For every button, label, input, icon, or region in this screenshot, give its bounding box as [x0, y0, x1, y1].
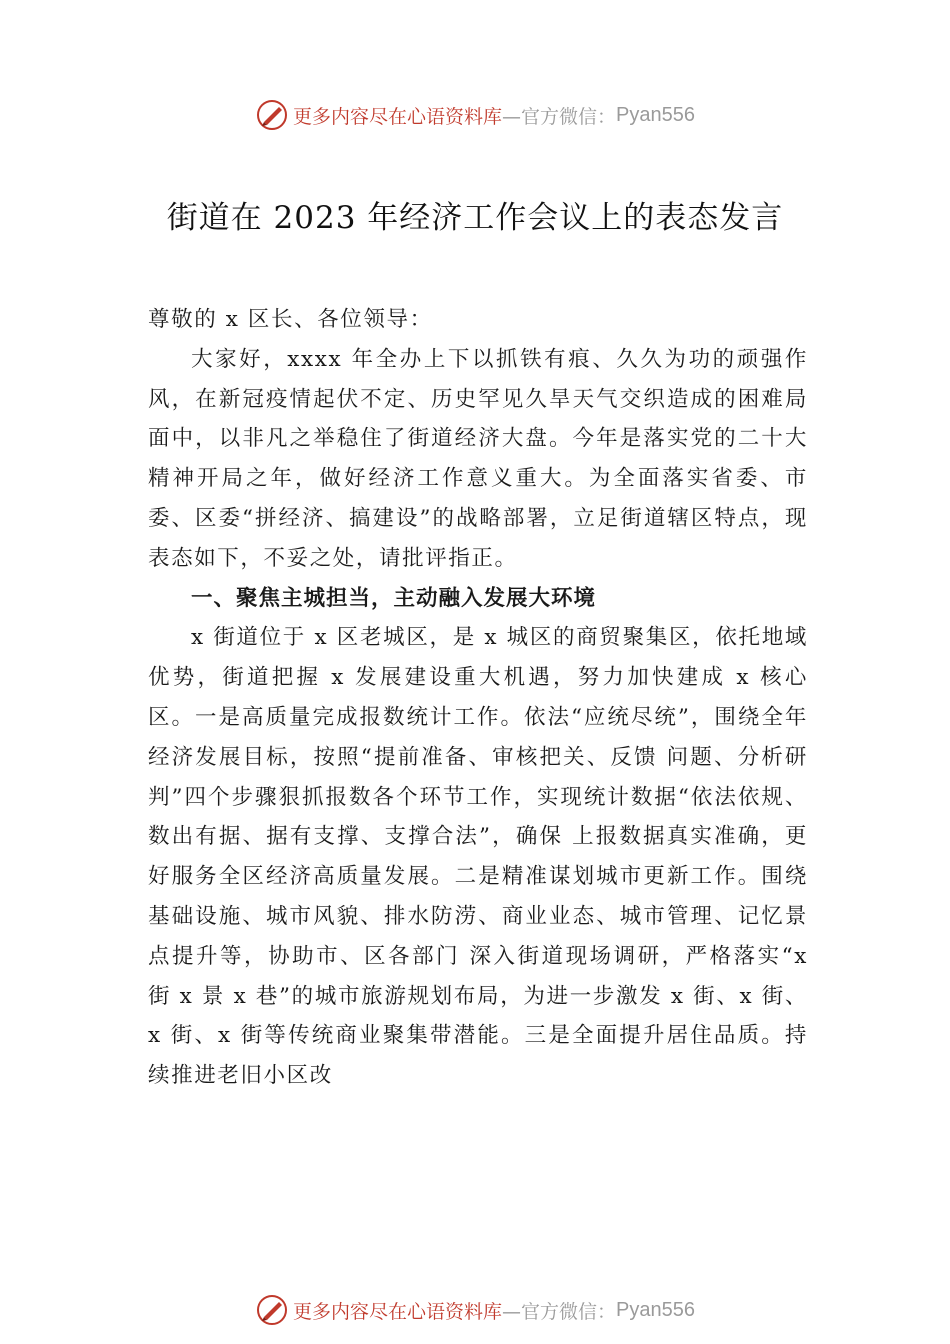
pen-logo-icon — [255, 98, 289, 132]
section-body: x 街道位于 x 区老城区，是 x 城区的商贸聚集区，依托地域优势，街道把握 x 发展建设重大机遇，努力加快建成 x 核心区。一是高质量完成报数统计工作。依法“应统尽统”，围绕全年经济发展目标，按照“提前准备、审核把关、反馈 问题、分析研判”四个步骤狠抓报数各个环节工作，实现统计数据“依法依规、数出有据、据有支撑、支撑合法”，确保 上报数据真实准确，更好服务全区经济高质量发展。二是精准谋划城市更新工作。围绕基础设施、城市风貌、排水防涝、商业业态、城市管理、记忆景点提升等，协助市、区各部门 深入街道现场调研，严格落实“x 街 x 景 x 巷”的城市旅游规划布局，为进一步激发 x 街、x 街、x 街、x 街等传统商业聚集带潜能。三是全面提升居住品质。持续推进老旧小区改 — [148, 625, 808, 1089]
section-heading: 一、聚焦主城担当，主动融入发展大环境 — [191, 585, 597, 611]
paragraph: 大家好，xxxx 年全办上下以抓铁有痕、久久为功的顽强作风，在新冠疫情起伏不定、历史罕见久旱天气交织造成的困难局面中，以非凡之举稳住了街道经济大盘。今年是落实党的二十大精神开局之年，做好经济工作意义重大。为全面落实省委、市委、区委“拼经济、搞建设”的战略部署，立足街道辖区特点，现表态如下，不妥之处，请批评指正。 — [148, 346, 808, 571]
watermark-wechat-id: Pyan556 — [616, 103, 695, 126]
document-body — [148, 300, 808, 1096]
watermark-footer — [0, 1290, 950, 1330]
watermark-red-text: 更多内容尽在心语资料库 — [293, 1300, 503, 1323]
watermark-header — [0, 95, 950, 135]
watermark-red-text: 更多内容尽在心语资料库 — [293, 105, 503, 128]
watermark-dash-text: —官方微信： — [502, 1300, 617, 1323]
pen-logo-icon — [255, 1293, 289, 1327]
watermark-dash-text: —官方微信： — [502, 105, 617, 128]
salutation: 尊敬的 x 区长、各位领导： — [148, 307, 433, 332]
watermark-wechat-id: Pyan556 — [616, 1298, 695, 1321]
document-title: 街道在 2023 年经济工作会议上的表态发言 — [166, 200, 784, 236]
